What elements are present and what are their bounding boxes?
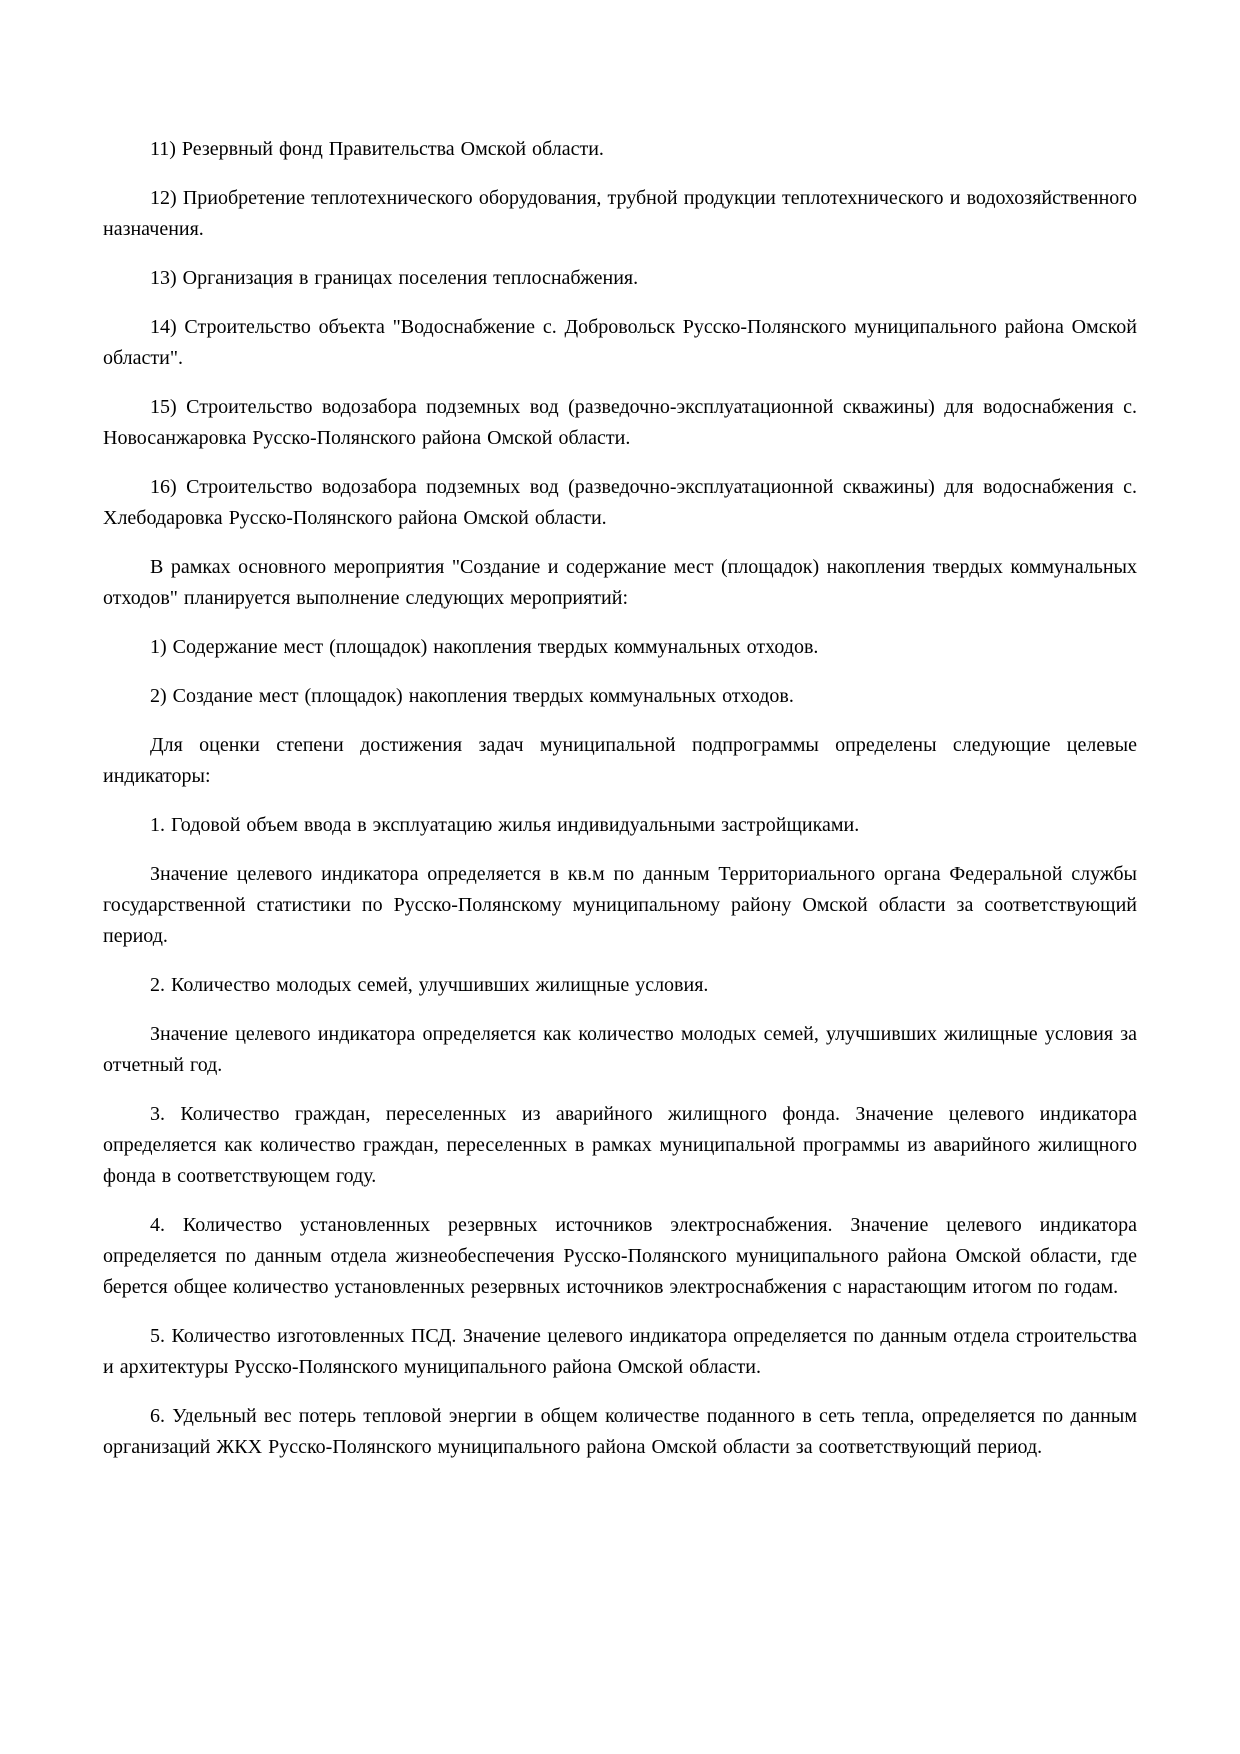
paragraph: 12) Приобретение теплотехнического оборудования, трубной продукции теплотехнического и водохозяйственного назначения. [103, 187, 1137, 240]
paragraph: 11) Резервный фонд Правительства Омской области. [150, 138, 604, 160]
paragraph: 3. Количество граждан, переселенных из аварийного жилищного фонда. Значение целевого индикатора определяется как количество граждан, переселенных в рамках муниципальной программы из аварийного жилищного фонда в соответствующем году. [103, 1103, 1137, 1187]
paragraph: 5. Количество изготовленных ПСД. Значение целевого индикатора определяется по данным отдела строительства и архитектуры Русско-Полянского муниципального района Омской области. [103, 1325, 1137, 1378]
paragraph: 6. Удельный вес потерь тепловой энергии в общем количестве поданного в сеть тепла, определяется по данным организаций ЖКХ Русско-Полянского муниципального района Омской области за соответствующий период. [103, 1405, 1137, 1458]
paragraph: В рамках основного мероприятия "Создание и содержание мест (площадок) накопления твердых коммунальных отходов" планируется выполнение следующих мероприятий: [103, 556, 1137, 609]
paragraph: 15) Строительство водозабора подземных вод (разведочно-эксплуатационной скважины) для водоснабжения с. Новосанжаровка Русско-Полянского района Омской области. [103, 396, 1137, 449]
paragraph: 16) Строительство водозабора подземных вод (разведочно-эксплуатационной скважины) для водоснабжения с. Хлебодаровка Русско-Полянского района Омской области. [103, 476, 1137, 529]
paragraph: 1) Содержание мест (площадок) накопления твердых коммунальных отходов. [150, 636, 819, 658]
paragraph: 14) Строительство объекта "Водоснабжение с. Добровольск Русско-Полянского муниципального района Омской области". [103, 316, 1137, 369]
paragraph: 13) Организация в границах поселения теплоснабжения. [150, 267, 639, 289]
paragraph: 1. Годовой объем ввода в эксплуатацию жилья индивидуальными застройщиками. [150, 814, 860, 836]
paragraph: 4. Количество установленных резервных источников электроснабжения. Значение целевого индикатора определяется по данным отдела жизнеобеспечения Русско-Полянского муниципального района Омской области, где берется общее количество установленных резервных источников электроснабжения с нарастающим итогом по годам. [103, 1214, 1137, 1298]
paragraph: Для оценки степени достижения задач муниципальной подпрограммы определены следующие целевые индикаторы: [103, 734, 1137, 787]
paragraph: Значение целевого индикатора определяется как количество молодых семей, улучшивших жилищные условия за отчетный год. [103, 1023, 1137, 1076]
paragraph: 2) Создание мест (площадок) накопления твердых коммунальных отходов. [150, 685, 794, 707]
paragraph: 2. Количество молодых семей, улучшивших жилищные условия. [150, 974, 709, 996]
paragraph: Значение целевого индикатора определяется в кв.м по данным Территориального органа Федеральной службы государственной статистики по Русско-Полянскому муниципальному району Омской области за соответствующий период. [103, 863, 1137, 947]
